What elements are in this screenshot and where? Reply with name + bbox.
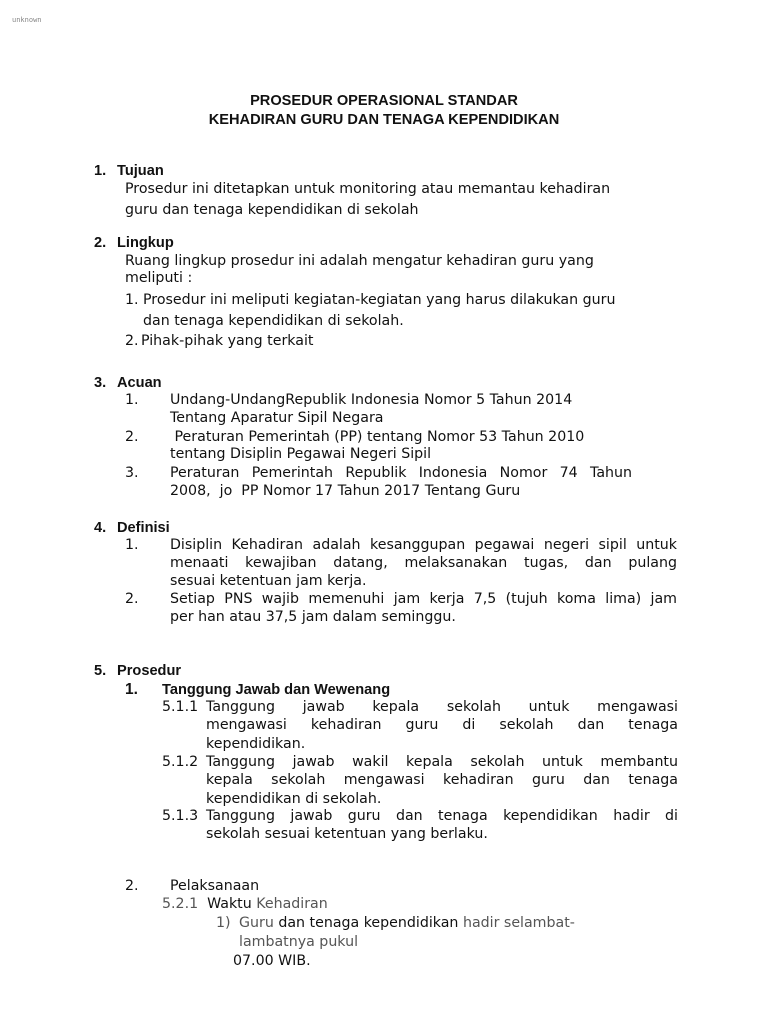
section-heading: Definisi (117, 520, 170, 536)
list-number: 2. (125, 429, 139, 445)
subsection-number: 2. (125, 878, 139, 894)
paragraph-number: 5.1.1 (162, 699, 199, 715)
list-item: dan tenaga kependidikan di sekolah. (143, 313, 404, 329)
section-heading: Acuan (117, 375, 162, 391)
paragraph-text: kependidikan. (206, 736, 306, 752)
list-item: Undang-UndangRepublik Indonesia Nomor 5 Tahun 2014 (170, 392, 573, 408)
paragraph-text: Kehadiran (256, 896, 328, 912)
section-number: 5. (94, 663, 107, 679)
list-item-text: 07.00 WIB. (233, 953, 311, 969)
paragraph-number: 5.1.2 (162, 754, 199, 770)
list-item: Disiplin Kehadiran adalah kesanggupan pegawai negeri sipil untuk (170, 537, 677, 553)
list-number: 1. (125, 292, 139, 308)
section-number: 2. (94, 235, 107, 251)
list-item-text: lambatnya pukul (239, 934, 359, 950)
section-number: 1. (94, 163, 107, 179)
list-item: sesuai ketentuan jam kerja. (170, 573, 367, 589)
subsection-heading: Tanggung Jawab dan Wewenang (162, 682, 391, 698)
list-number: 2. (125, 591, 139, 607)
list-item-text: hadir selambat- (462, 915, 575, 931)
list-item: Setiap PNS wajib memenuhi jam kerja 7,5 (tujuh koma lima) jam (170, 591, 677, 607)
section-number: 4. (94, 520, 107, 536)
list-item-text: Guru (239, 915, 279, 931)
section-heading: Lingkup (117, 235, 174, 251)
body-text: Prosedur ini ditetapkan untuk monitoring atau memantau kehadiran (125, 181, 611, 197)
paragraph-text: kependidikan di sekolah. (206, 791, 382, 807)
list-item: Peraturan Pemerintah Republik Indonesia Nomor 74 Tahun (170, 465, 632, 481)
paragraph-text: Tanggung jawab wakil kepala sekolah untuk membantu (206, 754, 678, 770)
list-item: Peraturan Pemerintah (PP) tentang Nomor 53 Tahun 2010 (170, 429, 585, 445)
paragraph-text: Tanggung jawab kepala sekolah untuk mengawasi (206, 699, 678, 715)
paragraph-text: Waktu (207, 896, 257, 912)
list-number: 1. (125, 392, 139, 408)
list-number: 2. (125, 333, 139, 349)
list-number: 3. (125, 465, 139, 481)
list-number: 1. (125, 537, 139, 553)
list-number: 1) (216, 915, 231, 931)
subsection-number: 1. (125, 681, 138, 698)
document-title-line1: PROSEDUR OPERASIONAL STANDAR (250, 93, 518, 109)
paragraph-heading (162, 895, 328, 913)
section-number: 3. (94, 375, 107, 391)
paragraph-text: kepala sekolah mengawasi kehadiran guru dan tenaga (206, 772, 678, 788)
section-heading: Tujuan (117, 163, 164, 179)
list-item: menaati kewajiban datang, melaksanakan tugas, dan pulang (170, 555, 677, 571)
body-text: guru dan tenaga kependidikan di sekolah (125, 202, 419, 218)
list-item: 2008, jo PP Nomor 17 Tahun 2017 Tentang Guru (170, 483, 521, 499)
list-item-text: dan tenaga kependidikan (278, 915, 463, 931)
paragraph-number: 5.2.1 (162, 896, 199, 912)
paragraph-text: Tanggung jawab guru dan tenaga kependidikan hadir di (206, 808, 678, 824)
list-item: tentang Disiplin Pegawai Negeri Sipil (170, 446, 432, 462)
document-title-line2: KEHADIRAN GURU DAN TENAGA KEPENDIDIKAN (208, 112, 560, 128)
body-text: Ruang lingkup prosedur ini adalah mengatur kehadiran guru yang (125, 253, 594, 269)
paragraph-text: mengawasi kehadiran guru di sekolah dan tenaga (206, 717, 678, 733)
list-item: Pihak-pihak yang terkait (141, 333, 314, 349)
body-text: meliputi : (125, 270, 193, 286)
list-item: Prosedur ini meliputi kegiatan-kegiatan yang harus dilakukan guru (143, 292, 616, 308)
paragraph-text: sekolah sesuai ketentuan yang berlaku. (206, 826, 488, 842)
section-heading: Prosedur (117, 663, 182, 679)
paragraph-number: 5.1.3 (162, 808, 199, 824)
list-item (239, 914, 575, 932)
list-item: Tentang Aparatur Sipil Negara (170, 410, 384, 426)
subsection-heading: Pelaksanaan (170, 878, 260, 894)
corner-mark: unknown (12, 16, 42, 24)
list-item: per han atau 37,5 jam dalam seminggu. (170, 609, 456, 625)
